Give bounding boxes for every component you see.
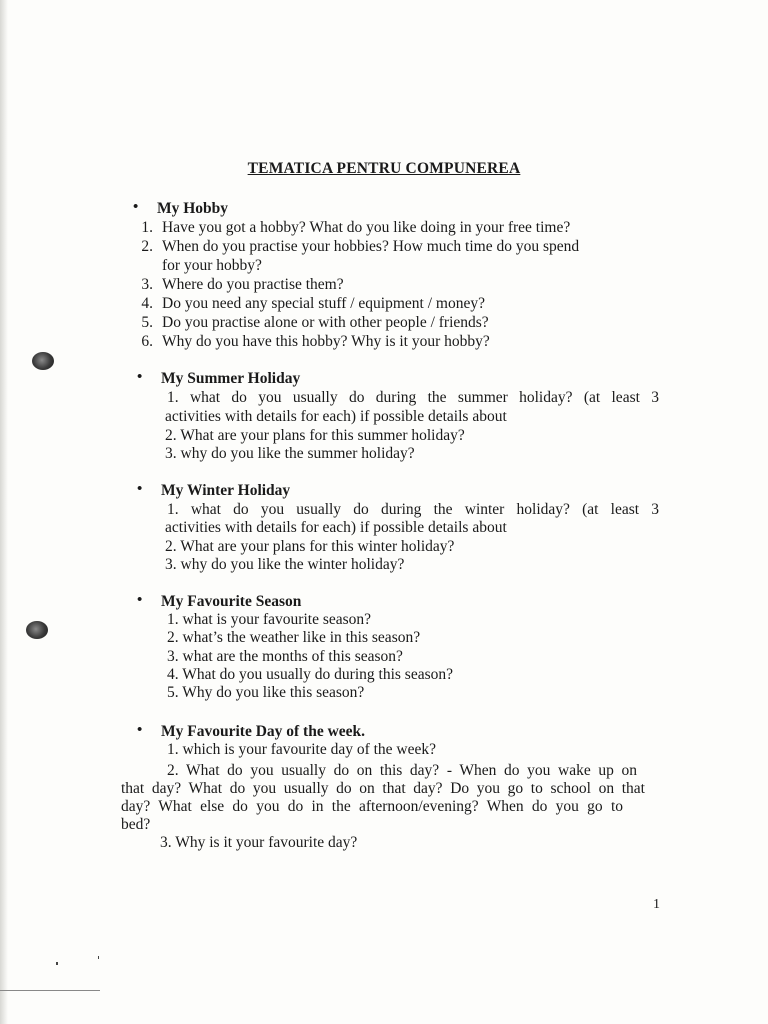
document-title: TEMATICA PENTRU COMPUNEREA bbox=[247, 160, 521, 177]
bullet-icon: • bbox=[137, 481, 143, 497]
day-line-4: day? What else do you do in the afternoon/evening? When do you go to bbox=[121, 798, 623, 815]
day-line-3: that day? What do you usually do on that day? Do you go to school on that bbox=[121, 780, 645, 797]
hobby-item-4: Do you need any special stuff / equipment / money? bbox=[162, 295, 485, 312]
item-number: 6. bbox=[141, 333, 153, 350]
winter-line-4: 3. why do you like the winter holiday? bbox=[165, 556, 405, 573]
winter-line-3: 2. What are your plans for this winter holiday? bbox=[165, 538, 455, 555]
summer-line-3: 2. What are your plans for this summer holiday? bbox=[165, 427, 465, 444]
season-line-1: 1. what is your favourite season? bbox=[167, 611, 372, 628]
day-line-5: bed? bbox=[121, 816, 151, 833]
hobby-item-3: Where do you practise them? bbox=[162, 276, 344, 293]
section-heading-hobby: My Hobby bbox=[157, 200, 229, 217]
season-line-2: 2. what’s the weather like in this season? bbox=[167, 629, 421, 646]
winter-line-2: activities with details for each) if possible details about bbox=[165, 519, 507, 536]
day-line-2: 2. What do you usually do on this day? - When do you wake up on bbox=[167, 762, 637, 779]
day-line-1: 1. which is your favourite day of the week? bbox=[167, 741, 437, 758]
scan-edge-shadow bbox=[0, 0, 8, 1024]
season-line-5: 5. Why do you like this season? bbox=[167, 684, 365, 701]
item-number: 4. bbox=[141, 295, 153, 312]
section-heading-summer: My Summer Holiday bbox=[161, 370, 301, 387]
page-number: 1 bbox=[653, 897, 660, 912]
day-line-6: 3. Why is it your favourite day? bbox=[160, 834, 358, 851]
season-line-3: 3. what are the months of this season? bbox=[167, 648, 403, 665]
hobby-item-6: Why do you have this hobby? Why is it your hobby? bbox=[162, 333, 490, 350]
punch-hole-icon bbox=[32, 352, 54, 370]
section-heading-winter: My Winter Holiday bbox=[161, 482, 291, 499]
scan-speck bbox=[98, 956, 99, 959]
scan-speck bbox=[56, 962, 58, 965]
scan-bottom-edge bbox=[0, 990, 100, 991]
section-heading-season: My Favourite Season bbox=[161, 593, 302, 610]
season-line-4: 4. What do you usually do during this season? bbox=[167, 666, 454, 683]
bullet-icon: • bbox=[137, 369, 143, 385]
bullet-icon: • bbox=[137, 722, 143, 738]
summer-line-1: 1. what do you usually do during the summer holiday? (at least 3 bbox=[167, 389, 659, 406]
punch-hole-icon bbox=[26, 621, 48, 639]
hobby-item-1: Have you got a hobby? What do you like doing in your free time? bbox=[162, 219, 571, 236]
hobby-item-2-cont: for your hobby? bbox=[162, 257, 262, 274]
hobby-item-2: When do you practise your hobbies? How much time do you spend bbox=[162, 238, 580, 255]
item-number: 3. bbox=[141, 276, 153, 293]
item-number: 2. bbox=[141, 238, 153, 255]
item-number: 5. bbox=[141, 314, 153, 331]
winter-line-1: 1. what do you usually do during the winter holiday? (at least 3 bbox=[167, 501, 659, 518]
item-number: 1. bbox=[141, 219, 153, 236]
bullet-icon: • bbox=[137, 592, 143, 608]
summer-line-4: 3. why do you like the summer holiday? bbox=[165, 445, 415, 462]
section-heading-day: My Favourite Day of the week. bbox=[161, 723, 366, 740]
hobby-item-5: Do you practise alone or with other people / friends? bbox=[162, 314, 489, 331]
summer-line-2: activities with details for each) if possible details about bbox=[165, 408, 507, 425]
bullet-icon: • bbox=[133, 199, 139, 215]
